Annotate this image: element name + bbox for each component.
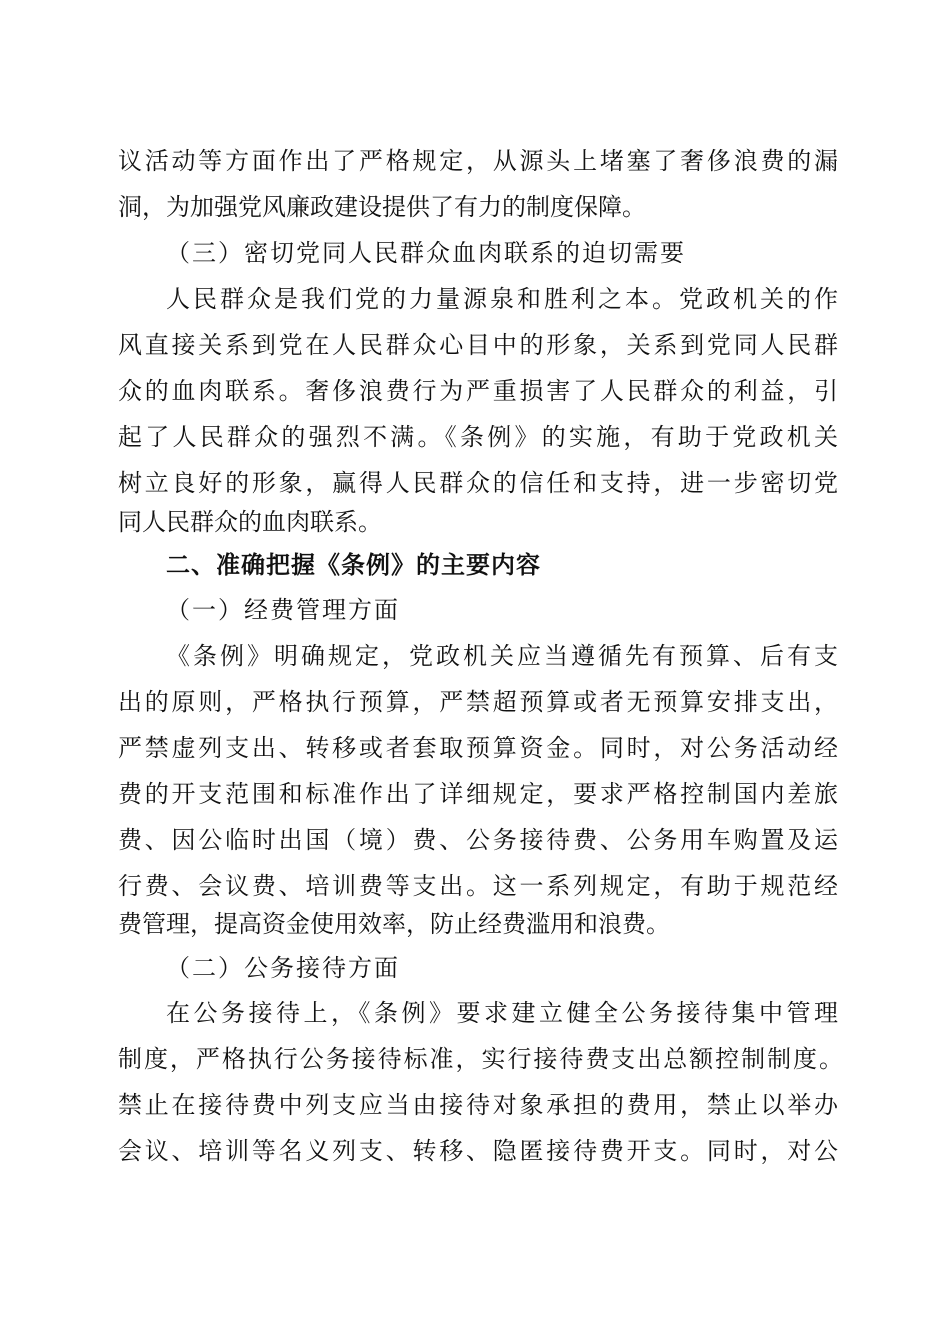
paragraph-line: 费、因公临时出国（境）费、公务接待费、公务用车购置及运 — [118, 826, 838, 854]
paragraph-line: 制度，严格执行公务接待标准，实行接待费支出总额控制制度。 — [118, 1045, 843, 1073]
paragraph-line: 众的血肉联系。奢侈浪费行为严重损害了人民群众的利益，引 — [118, 377, 838, 405]
paragraph-line: 出的原则，严格执行预算，严禁超预算或者无预算安排支出， — [118, 688, 838, 716]
paragraph-line: 树立良好的形象，赢得人民群众的信任和支持，进一步密切党 — [118, 469, 838, 497]
subsection-heading-3: （三）密切党同人民群众血肉联系的迫切需要 — [166, 239, 686, 267]
paragraph-line: 严禁虚列支出、转移或者套取预算资金。同时，对公务活动经 — [118, 734, 838, 762]
paragraph-line: 费的开支范围和标准作出了详细规定，要求严格控制国内差旅 — [118, 780, 838, 808]
paragraph-line: 起了人民群众的强烈不满。《条例》的实施，有助于党政机关 — [118, 423, 838, 451]
paragraph-line: 人民群众是我们党的力量源泉和胜利之本。党政机关的作 — [166, 285, 838, 313]
paragraph-line: 议活动等方面作出了严格规定，从源头上堵塞了奢侈浪费的漏 — [118, 147, 838, 175]
section-title: 二、准确把握《条例》的主要内容 — [166, 551, 541, 579]
paragraph-line: 会议、培训等名义列支、转移、隐匿接待费开支。同时，对公 — [118, 1137, 838, 1165]
subsection-heading-2: （二）公务接待方面 — [166, 954, 400, 982]
paragraph-line: 《条例》明确规定，党政机关应当遵循先有预算、后有支 — [166, 642, 838, 670]
paragraph-line: 同人民群众的血肉联系。 — [118, 508, 382, 536]
paragraph-line: 在公务接待上，《条例》要求建立健全公务接待集中管理 — [166, 999, 838, 1027]
subsection-heading-1: （一）经费管理方面 — [166, 596, 400, 624]
paragraph-line: 风直接关系到党在人民群众心目中的形象，关系到党同人民群 — [118, 331, 838, 359]
paragraph-line: 行费、会议费、培训费等支出。这一系列规定，有助于规范经 — [118, 872, 838, 900]
paragraph-line: 费管理，提高资金使用效率，防止经费滥用和浪费。 — [118, 910, 670, 938]
paragraph-line: 洞，为加强党风廉政建设提供了有力的制度保障。 — [118, 193, 646, 221]
paragraph-line: 禁止在接待费中列支应当由接待对象承担的费用，禁止以举办 — [118, 1091, 838, 1119]
